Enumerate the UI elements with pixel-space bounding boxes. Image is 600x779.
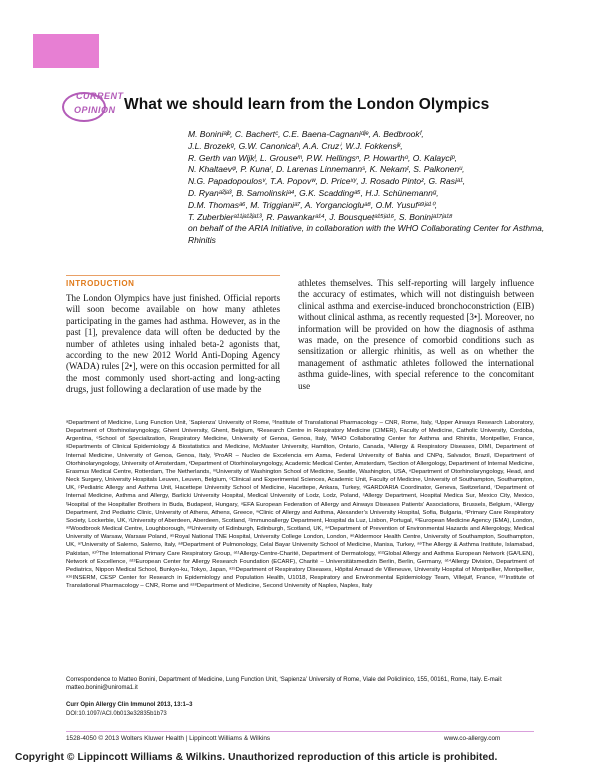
footer-website-link[interactable]: www.co-allergy.com	[444, 735, 501, 742]
doi: DOI:10.1097/ACI.0b013e32835b1b73	[66, 711, 167, 717]
copyright-notice: Copyright © Lippincott Williams & Wilkins. Unauthorized reproduction of this article is prohibited.	[15, 752, 498, 763]
section-heading-introduction: INTRODUCTION	[66, 279, 135, 288]
body-right-column: athletes themselves. This self-reporting will largely influence the accuracy of estimates, which will not distinguish between clinical asthma and exercise-induced bronchoconstriction (EIB) without clinical asthma, as recently requested [3•]. Moreover, no information will be provided on how the diagnosis of asthma was made, on the presence of comorbid conditions such as sensitization or allergic rhinitis, as well as on whether the management of asthmatic athletes followed the international asthma guide-lines, with special reference to the concomitant use	[298, 278, 534, 391]
correspondence: Correspondence to Matteo Bonini, Department of Medicine, Lung Function Unit, ‘Sapienza’ University of Rome, Viale del Policlinico, 155, 00161, Rome, Italy. E-mail: matteo.bonini@uniroma1.it	[66, 677, 503, 692]
article-title: What we should learn from the London Olympics	[124, 96, 490, 113]
journal-color-tab	[33, 34, 99, 68]
body-left-column: The London Olympics have just finished. Official reports will soon become available on how many athletes participating in the games had asthma. However, as in the past [1], prevalence data will often be deducted by the number of athletes using inhaled beta-2 agonists that, according to the new 2012 World Anti-Doping Agency (WADA) rules [2•], were on this occasion permitted for all the most commonly used short-acting and long-acting drugs, just following a declaration of use made by the	[66, 293, 280, 395]
current-opinion-logo	[62, 88, 124, 122]
author-line: D.M. Thomasᵃ⁶, M. Triggianiᵃ⁷, A. Yorganciogluᵃ⁸, O.M. Yusufᵃ⁹ʲᵃ¹⁰,	[188, 199, 438, 210]
footer-divider	[66, 731, 534, 732]
author-line: T. Zuberbierᵃ¹¹ʲᵃ¹²ʲᵃ¹³, R. Pawankarᵃ¹⁴, J. Bousquetᵃ¹⁵ʲᵃ¹⁶, S. Boniniᵃ¹⁷ʲᵃ¹⁸	[188, 211, 453, 222]
author-line: N. Khaltaevᵠ, P. Kunaʳ, D. Larenas Linnemannˢ, K. Nekamᵗ, S. Palkonenᵘ,	[188, 164, 465, 175]
footer-publisher: 1528-4050 © 2013 Wolters Kluwer Health | Lippincott Williams & Wilkins	[66, 735, 271, 742]
author-list	[188, 129, 558, 247]
author-line: R. Gerth van Wijkˡ, L. Grouseᵐ, P.W. Hellingsⁿ, P. Howarthᵒ, O. Kalayciᵖ,	[188, 152, 457, 163]
on-behalf-statement: on behalf of the ARIA Initiative, in collaboration with the WHO Collaborating Center for Asthma, Rhinitis	[188, 223, 545, 246]
author-line: J.L. Brozekᵍ, G.W. Canonicaʰ, A.A. Cruzⁱ, W.J. Fokkensʲᵏ,	[188, 140, 403, 151]
journal-reference: Curr Opin Allergy Clin Immunol 2013, 13:1–3	[66, 702, 193, 708]
author-line: M. Boniniᵃʲᵇ, C. Bachertᶜ, C.E. Baena-Cagnaniᵈʲᵉ, A. Bedbrookᶠ,	[188, 129, 424, 139]
affiliations: ᵃDepartment of Medicine, Lung Function Unit, ‘Sapienza’ University of Rome, ᵇInstitute of Translational Pharmacology – CNR, Rome, Italy, ᶜUpper Airways Research Laboratory, Department of Otorhinolaryngology, Ghent University, Ghent, Belgium, ᵈResearch Centre in Respiratory Medicine (CIMER), Faculty of Medicine, Catholic University, Cordoba, Argentina, ᵉSchool of Specialization, Respiratory Medicine, University of Genoa, Genoa, Italy, ᶠWHO Collaborating Center for Asthma and Rhinitis, Montpellier, France, ᵍDepartments of Clinical Epidemiology & Biostatistics and Medicine, McMaster University, Hamilton, Ontario, Canada, ʰAllergy & Respiratory Diseases, DIMI, Department of Internal Medicine, University of Genoa, Genoa, Italy, ⁱProAR – Nucleo de Excelencia em Asma, Federal University of Bahia and CNPq, Salvador, Brazil, ʲDepartment of Otorhinolaryngology, University of Amsterdam, ᵏDepartment of Otorhinolaryngology, Academic Medical Center, Amsterdam, ˡSection of Allergology, Department of Internal Medicine, Erasmus Medical Centre, Rotterdam, The Netherlands, ᵐUniversity of Washington School of Medicine, Seattle, Washington, USA, ⁿDepartment of Otorhinolaryngology, Head, and Neck Surgery, University Hospitals Leuven, Leuven, Belgium, ᵒClinical and Experimental Sciences, Academic Unit, Faculty of Medicine, University of Southampton, Southampton, UK, ᵖPediatric Allergy and Asthma Unit, Hacettepe University School of Medicine, Hacettepe, Ankara, Turkey, ᵠGARD/ARIA Coordinator, Geneva, Switzerland, ʳDepartment of Internal Medicine, Asthma and Allergy, Barlicki University Hospital, Medical University of Lodz, Lodz, Poland, ˢAllergy Department, Hospital Medica Sur, Mexico City, Mexico, ᵗHospital of the Hospitaller Brothers in Buda, Budapest, Hungary, ᵘEFA European Federation of Allergy and Airways Diseases Patients’ Associations, Brussels, Belgium, ᵛAllergy Department, 2nd Pediatric Clinic, University of Athens, Athens, Greece, ʷClinic of Allergy and Asthma, Alexander’s University Hospital, Sofia, Bulgaria, ˣPrimary Care Respiratory Society, Lockerbie, UK, ʸUniversity of Aberdeen, Aberdeen, Scotland, ᶻImmunoallergy Department, Hospital da Luz, Lisbon, Portugal, ᵃ¹European Medicine Agency (EMA), London, ᵃ²Woodbrook Medical Centre, Loughborough, ᵃ³University of Edinburgh, Edinburgh, Scotland, UK, ᵃ⁴Department of Prevention of Environmental Hazards and Allergology, Medical University of Warsaw, Warsaw Poland, ᵃ⁵Royal National TNE Hospital, University College London, London, ᵃ⁶Aldermoor Health Centre, University of Southampton, Southampton, UK, ᵃ⁷University of Salerno, Salerno, Italy, ᵃ⁸Department of Pulmonology, Celal Bayar University School of Medicine, Manisa, Turkey, ᵃ⁹The Allergy & Asthma Institute, Islamabad, Pakistan, ᵃ¹⁰The International Primary Care Respiratory Group, ᵃ¹¹Allergy-Centre-Charité, Department of Dermatology, ᵃ¹²Global Allergy and Asthma European Network (GA²LEN), Network of Excellence, ᵃ¹³European Center for Allergy Research Foundation (ECARF), Charité – Universitätsmedizin Berlin, Berlin, Germany, ᵃ¹⁴Allergy Division, Department of Pediatrics, Nippon Medical School, Bunkyo-ku, Tokyo, Japan, ᵃ¹⁵Department of Respiratory Diseases, Hôpital Arnaud de Villeneuve, University Hospital of Montpellier, Montpellier, ᵃ¹⁶INSERM, CESP Center for Research in Epidemiology and Population Health, U1018, Respiratory and Environmental Epidemiology Team, Villejuif, France, ᵃ¹⁷Institute of Translational Pharmacology – CNR, Rome and ᵃ¹⁸Department of Medicine, Second University of Naples, Naples, Italy	[66, 420, 534, 590]
author-line: N.G. Papadopoulosᵛ, T.A. Popovʷ, D. Priceˣʸ, J. Rosado Pintoᶻ, G. Rasiᵃ¹,	[188, 176, 466, 187]
section-rule	[66, 275, 280, 276]
logo-word-current: CURRENT	[76, 91, 124, 101]
logo-word-opinion: OPINION	[74, 105, 116, 115]
author-line: D. Ryanᵃ²ʲᵃ³, B. Samolinskiᵃ⁴, G.K. Scaddingᵃ⁵, H.J. Schünemannᵍ,	[188, 187, 439, 198]
